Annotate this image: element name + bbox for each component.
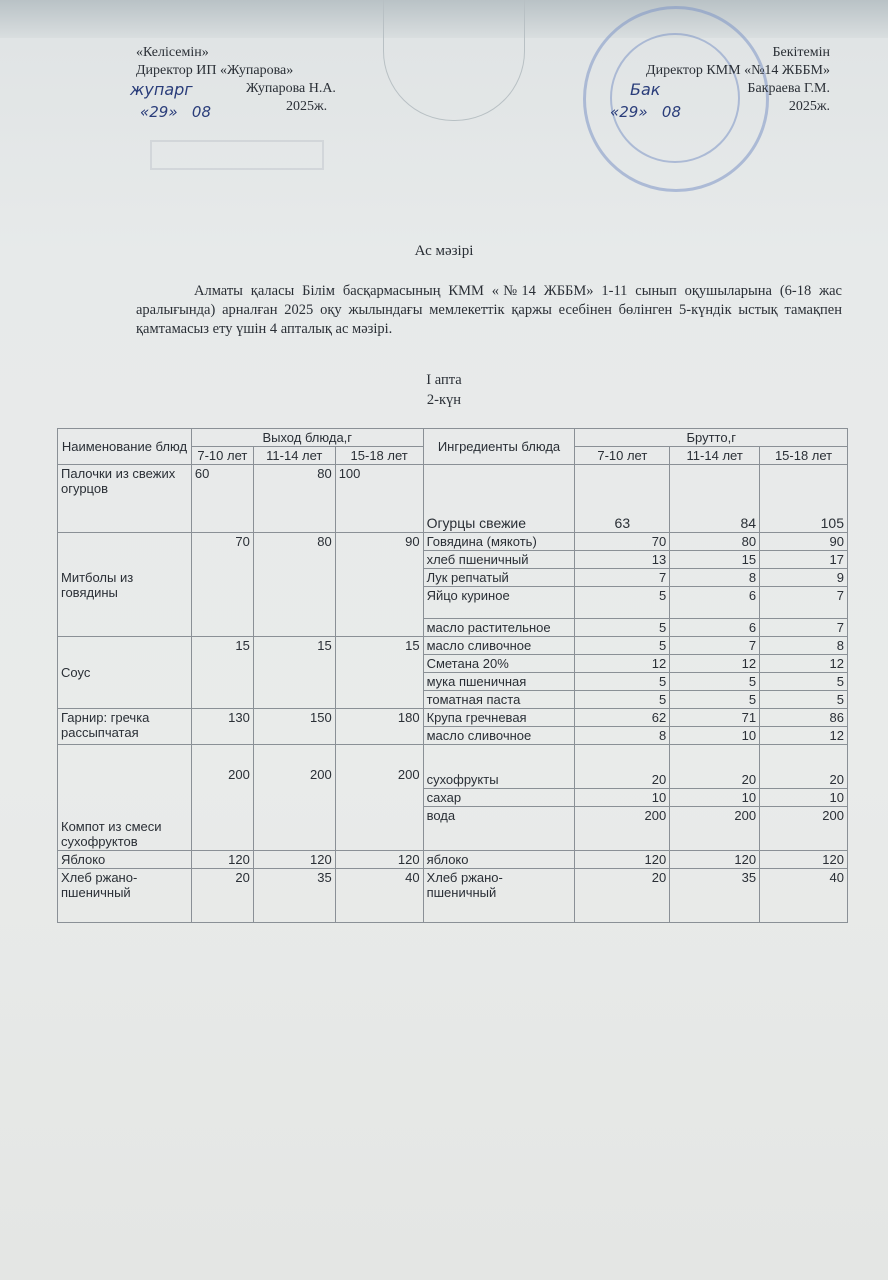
yield-value: 90 xyxy=(335,533,423,637)
ingredient-name: Яйцо куриное xyxy=(423,587,575,619)
header-gross: Брутто,г xyxy=(575,429,848,447)
gross-value: 5 xyxy=(575,619,670,637)
intro-paragraph: Алматы қаласы Білім басқармасының КММ «№14 ЖББМ» 1-11 сынып оқушыларына (6-18 жас аралығында) арналған 2025 оқу жылындағы мемлекеттік қаржы есебінен бөлінген 5-күндік ыстық тамақпен қамтамасыз ету үшін 4 апталық ас мәзірі. xyxy=(136,283,842,337)
gross-value: 5 xyxy=(670,691,760,709)
ingredient-name: мука пшеничная xyxy=(423,673,575,691)
gross-value: 10 xyxy=(575,789,670,807)
gross-value: 8 xyxy=(575,727,670,745)
header-yield: Выход блюда,г xyxy=(191,429,423,447)
gross-value: 63 xyxy=(575,465,670,533)
dish-name: Палочки из свежих огурцов xyxy=(58,465,192,533)
gross-value: 120 xyxy=(760,851,848,869)
gross-value: 6 xyxy=(670,619,760,637)
date-handwritten-right: «29» 08 xyxy=(610,103,681,121)
ingredient-name: Хлеб ржано-пшеничный xyxy=(423,869,575,923)
gross-value: 62 xyxy=(575,709,670,727)
yield-value: 35 xyxy=(253,869,335,923)
ingredient-name: масло сливочное xyxy=(423,727,575,745)
gross-value: 8 xyxy=(760,637,848,655)
gross-value: 71 xyxy=(670,709,760,727)
yield-value: 130 xyxy=(191,709,253,745)
header-approval-right: Бекітемін Директор КММ «№14 ЖББМ» Бакраева Г.М. 2025ж. xyxy=(646,45,830,114)
yield-value: 80 xyxy=(253,465,335,533)
gross-value: 86 xyxy=(760,709,848,727)
gross-value: 5 xyxy=(575,637,670,655)
yield-value: 100 xyxy=(335,465,423,533)
header-gross-age: 7-10 лет xyxy=(575,447,670,465)
gross-value: 70 xyxy=(575,533,670,551)
ingredient-name: хлеб пшеничный xyxy=(423,551,575,569)
ingredient-name: Говядина (мякоть) xyxy=(423,533,575,551)
yield-value: 80 xyxy=(253,533,335,637)
dish-name: Гарнир: гречка рассыпчатая xyxy=(58,709,192,745)
dish-name: Яблоко xyxy=(58,851,192,869)
gross-value: 200 xyxy=(760,807,848,851)
ingredient-name: Лук репчатый xyxy=(423,569,575,587)
gross-value: 7 xyxy=(760,587,848,619)
ingredient-name: яблоко xyxy=(423,851,575,869)
yield-value: 40 xyxy=(335,869,423,923)
ingredient-name: масло растительное xyxy=(423,619,575,637)
dish-name: Митболы из говядины xyxy=(58,533,192,637)
yield-value: 120 xyxy=(191,851,253,869)
gross-value: 5 xyxy=(575,673,670,691)
gross-value: 8 xyxy=(670,569,760,587)
yield-value: 120 xyxy=(253,851,335,869)
gross-value: 35 xyxy=(670,869,760,923)
ingredient-name: Огурцы свежие xyxy=(423,465,575,533)
gross-value: 7 xyxy=(670,637,760,655)
week-label: I апта xyxy=(426,372,462,388)
faded-stamp xyxy=(150,140,324,170)
ingredient-name: сахар xyxy=(423,789,575,807)
gross-value: 12 xyxy=(575,655,670,673)
yield-value: 15 xyxy=(253,637,335,709)
gross-value: 5 xyxy=(575,587,670,619)
header-ingredients: Ингредиенты блюда xyxy=(423,429,575,465)
yield-value: 70 xyxy=(191,533,253,637)
menu-table xyxy=(57,428,848,923)
yield-value: 200 xyxy=(253,745,335,851)
header-approval-left: «Келісемін» Директор ИП «Жупарова» Жупарова Н.А. 2025ж. xyxy=(136,45,336,114)
gross-value: 12 xyxy=(760,727,848,745)
gross-value: 10 xyxy=(670,727,760,745)
header-dish-name: Наименование блюд xyxy=(58,429,192,465)
gross-value: 40 xyxy=(760,869,848,923)
gross-value: 15 xyxy=(670,551,760,569)
day-label: 2-күн xyxy=(426,392,462,408)
gross-value: 20 xyxy=(575,745,670,789)
gross-value: 10 xyxy=(670,789,760,807)
gross-value: 90 xyxy=(760,533,848,551)
yield-value: 15 xyxy=(335,637,423,709)
gross-value: 20 xyxy=(670,745,760,789)
gross-value: 200 xyxy=(575,807,670,851)
gross-value: 9 xyxy=(760,569,848,587)
gross-value: 12 xyxy=(670,655,760,673)
gross-value: 200 xyxy=(670,807,760,851)
header-yield-age: 15-18 лет xyxy=(335,447,423,465)
dish-name: Соус xyxy=(58,637,192,709)
yield-value: 120 xyxy=(335,851,423,869)
gross-value: 5 xyxy=(670,673,760,691)
gross-value: 84 xyxy=(670,465,760,533)
yield-value: 60 xyxy=(191,465,253,533)
ingredient-name: Сметана 20% xyxy=(423,655,575,673)
gross-value: 105 xyxy=(760,465,848,533)
header-yield-age: 11-14 лет xyxy=(253,447,335,465)
yield-value: 150 xyxy=(253,709,335,745)
gross-value: 13 xyxy=(575,551,670,569)
gross-value: 20 xyxy=(575,869,670,923)
date-handwritten-left: «29» 08 xyxy=(140,103,211,121)
document-title: Ас мәзірі xyxy=(414,243,474,259)
header-gross-age: 11-14 лет xyxy=(670,447,760,465)
gross-value: 120 xyxy=(670,851,760,869)
header-yield-age: 7-10 лет xyxy=(191,447,253,465)
dish-name: Хлеб ржано-пшеничный xyxy=(58,869,192,923)
gross-value: 7 xyxy=(575,569,670,587)
gross-value: 10 xyxy=(760,789,848,807)
gross-value: 20 xyxy=(760,745,848,789)
header-gross-age: 15-18 лет xyxy=(760,447,848,465)
signature-left: жупарг xyxy=(130,80,193,99)
gross-value: 80 xyxy=(670,533,760,551)
gross-value: 5 xyxy=(760,691,848,709)
gross-value: 6 xyxy=(670,587,760,619)
yield-value: 180 xyxy=(335,709,423,745)
yield-value: 20 xyxy=(191,869,253,923)
gross-value: 7 xyxy=(760,619,848,637)
ingredient-name: сухофрукты xyxy=(423,745,575,789)
gross-value: 5 xyxy=(760,673,848,691)
ingredient-name: Крупа гречневая xyxy=(423,709,575,727)
ingredient-name: томатная паста xyxy=(423,691,575,709)
gross-value: 12 xyxy=(760,655,848,673)
gross-value: 5 xyxy=(575,691,670,709)
signature-right: Бак xyxy=(630,80,661,99)
yield-value: 15 xyxy=(191,637,253,709)
ingredient-name: масло сливочное xyxy=(423,637,575,655)
gross-value: 17 xyxy=(760,551,848,569)
ingredient-name: вода xyxy=(423,807,575,851)
yield-value: 200 xyxy=(191,745,253,851)
gross-value: 120 xyxy=(575,851,670,869)
yield-value: 200 xyxy=(335,745,423,851)
dish-name: Компот из смеси сухофруктов xyxy=(58,745,192,851)
